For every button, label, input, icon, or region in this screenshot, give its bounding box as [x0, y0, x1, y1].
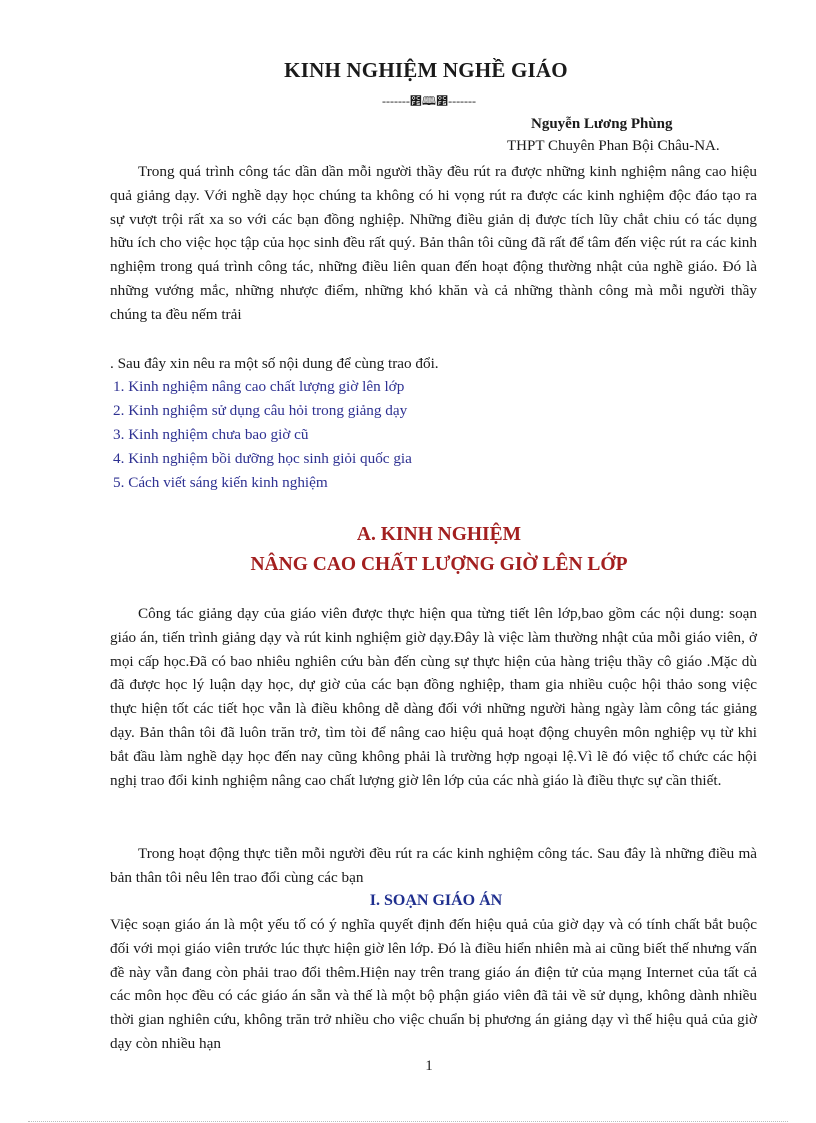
author-school: THPT Chuyên Phan Bội Châu-NA.	[507, 138, 720, 154]
page-number: 1	[425, 1058, 433, 1074]
section-i-heading: I. SOẠN GIÁO ÁN	[369, 892, 503, 909]
toc-item-1: 1. Kinh nghiệm nâng cao chất lượng giờ lên lớp	[113, 378, 405, 395]
section-a-paragraph-2: Trong hoạt động thực tiễn mỗi người đều rút ra các kinh nghiệm công tác. Sau đây là những điều mà bản thân tôi nêu lên trao đổi cùng các bạn	[110, 845, 757, 886]
toc-list	[110, 375, 412, 495]
section-a-heading-line2: NÂNG CAO CHẤT LƯỢNG GIỜ LÊN LỚP	[250, 554, 628, 575]
toc-item-4: 4. Kinh nghiệm bồi dưỡng học sinh giỏi quốc gia	[113, 450, 412, 467]
section-a-heading-line1: A. KINH NGHIỆM	[356, 524, 522, 545]
title-ornament: -------೵🕮೵-------	[381, 94, 477, 108]
toc-item-5: 5. Cách viết sáng kiến kinh nghiệm	[113, 474, 328, 491]
toc-item-3: 3. Kinh nghiệm chưa bao giờ cũ	[113, 426, 309, 443]
intro-continuation: . Sau đây xin nêu ra một số nội dung để cùng trao đổi.	[110, 355, 439, 372]
author-name: Nguyễn Lương Phùng	[531, 116, 673, 132]
document-title: KINH NGHIỆM NGHỀ GIÁO	[284, 58, 568, 82]
intro-paragraph: Trong quá trình công tác dần dần mỗi người thầy đều rút ra được những kinh nghiệm nâng cao hiệu quả giảng dạy. Với nghề dạy học chúng ta không có hi vọng rút ra được các kinh nghiệm độc đáo tạo ra sự vượt trội rất xa so với các bạn đồng nghiệp. Những điều giản dị được tích lũy chắt chiu có tác dụng hữu ích cho việc học tập của học sinh đều rất quý. Bản thân tôi cũng đã rất để tâm đến việc rút ra các kinh nghiệm trong quá trình công tác, những điều liên quan đến hoạt động thường nhật của nghề giáo. Đó là những vướng mắc, những nhược điểm, những khó khăn và cả những thành công mà mỗi người thầy chúng ta đều nếm trải	[110, 163, 757, 323]
section-a-heading	[0, 520, 816, 580]
toc-item-2: 2. Kinh nghiệm sử dụng câu hỏi trong giảng dạy	[113, 402, 408, 419]
section-a-paragraph-1: Công tác giảng dạy của giáo viên được thực hiện qua từng tiết lên lớp,bao gồm các nội dung: soạn giáo án, tiến trình giảng dạy và rút kinh nghiệm giờ dạy.Đây là việc làm thường nhật của mỗi giáo viên, ở mọi cấp học.Đã có bao nhiêu nghiên cứu bàn đến cùng sự thực hiện của hàng triệu thầy cô giáo .Mặc dù đã được học lý luận dạy học, dự giờ của các bạn đồng nghiệp, tham gia nhiều cuộc hội thảo song việc thực hiện tốt các tiết học vẫn là điều không dễ dàng đối với những người hàng ngày làm công tác giảng dạy. Bản thân tôi đã luôn trăn trở, tìm tòi để nâng cao hiệu quả hoạt động chuyên môn nghiệp vụ từ khi bắt đầu làm nghề dạy học đến nay cũng không phải là trường hợp ngoại lệ.Vì lẽ đó việc tổ chức các hội nghị trao đổi kinh nghiệm nâng cao chất lượng giờ lên lớp của các nhà giáo là điều thực sự cần thiết.	[110, 605, 757, 789]
page-bottom-rule	[28, 1121, 788, 1122]
section-i-paragraph: Việc soạn giáo án là một yếu tố có ý nghĩa quyết định đến hiệu quả của giờ dạy và có tính chất bắt buộc đối với mọi giáo viên trước lúc thực hiện giờ lên lớp. Đó là điều hiển nhiên mà ai cũng biết thế nhưng vấn đề này vẫn đang còn phải trao đổi thêm.Hiện nay trên trang giáo án điện tử của mạng Internet của tất cả các môn học đều có các giáo án sẵn và thế là một bộ phận giáo viên đã tải về sử dụng, không dành nhiều thời gian nghiên cứu, không trăn trở nhiều cho việc chuẩn bị phương án giảng dạy vì thế hiệu quả của giờ dạy còn nhiều hạn	[110, 916, 757, 1052]
